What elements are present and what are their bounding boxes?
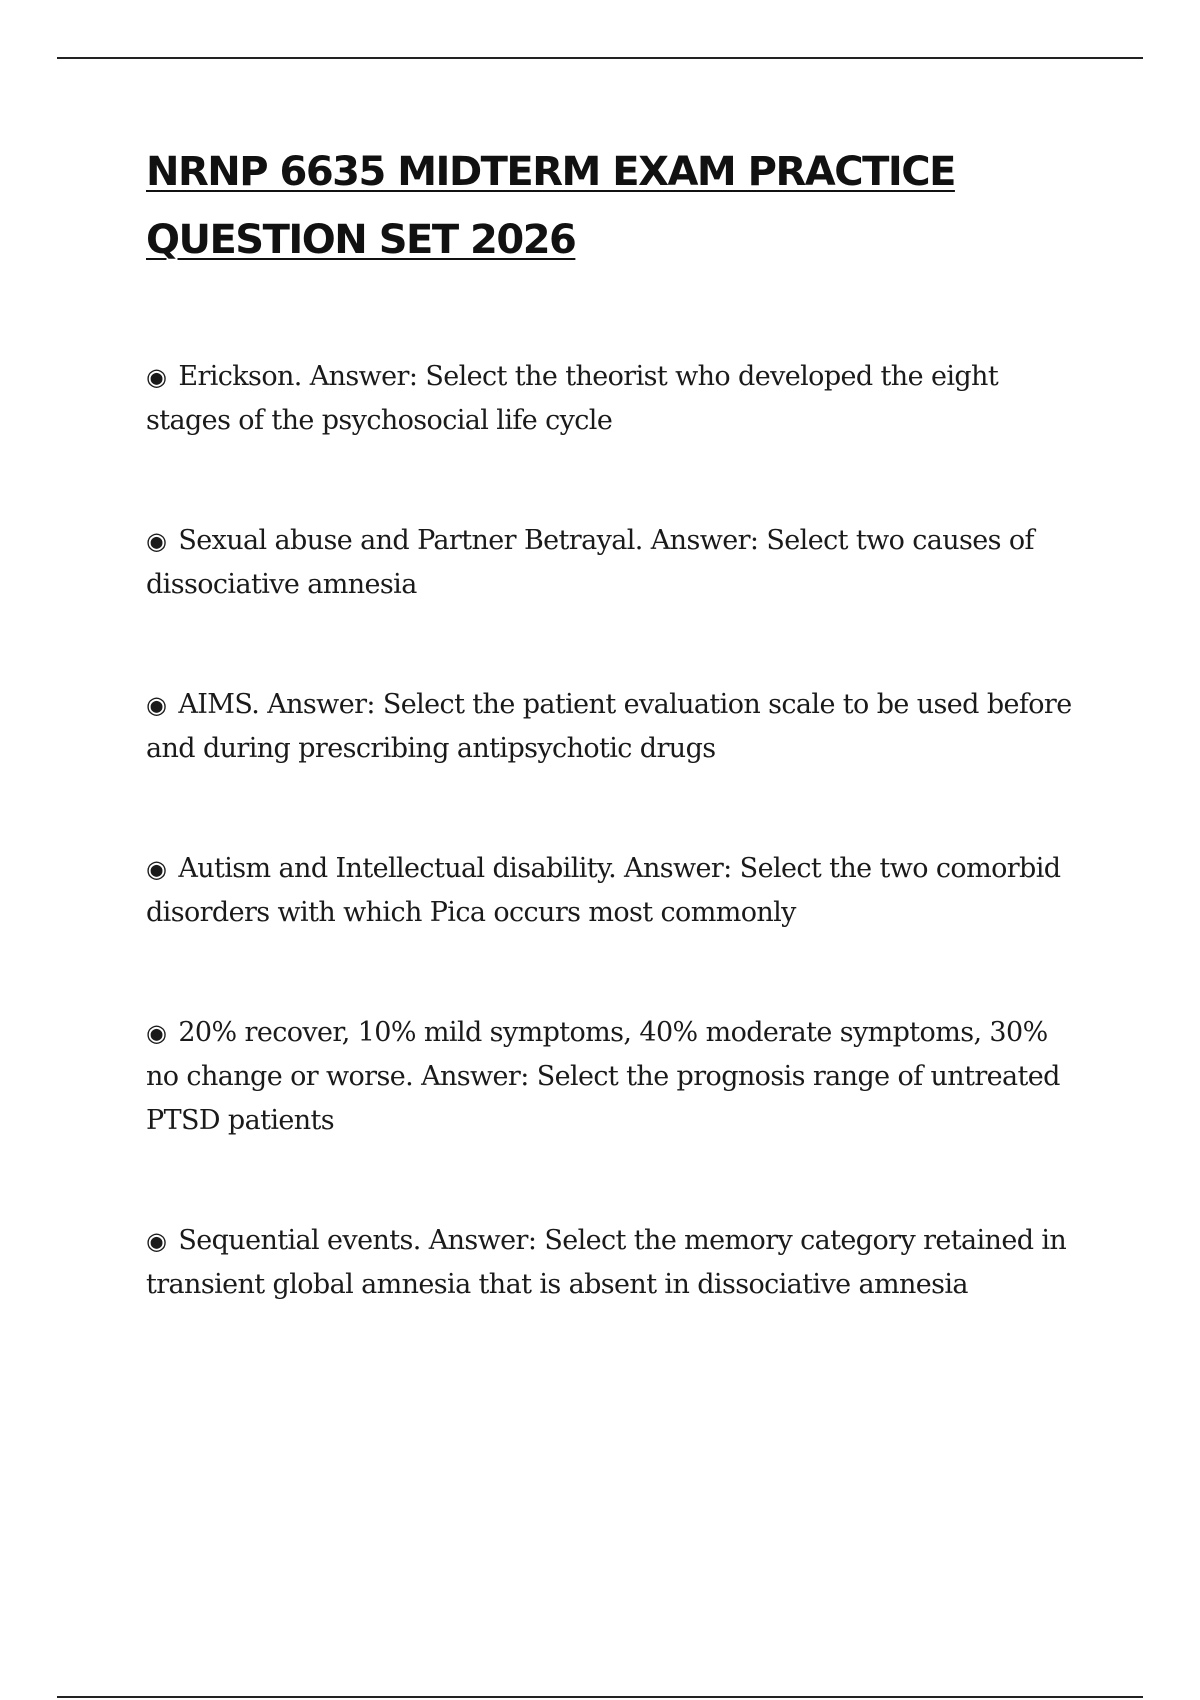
bullet-icon: ◉ — [146, 363, 167, 391]
list-item — [146, 1011, 1081, 1143]
question-text: 20% recover, 10% mild symptoms, 40% moderate symptoms, 30% no change or worse. Answer: Select the prognosis range of untreated PTSD patients — [146, 1017, 1060, 1136]
list-item — [146, 355, 1081, 443]
document-title: NRNP 6635 MIDTERM EXAM PRACTICE QUESTION SET 2026 — [146, 149, 955, 263]
bullet-icon: ◉ — [146, 1019, 167, 1047]
bullet-icon: ◉ — [146, 527, 167, 555]
bottom-divider — [57, 1696, 1143, 1698]
bullet-icon: ◉ — [146, 691, 167, 719]
question-text: Autism and Intellectual disability. Answer: Select the two comorbid disorders with which Pica occurs most commonly — [146, 853, 1061, 928]
bullet-icon: ◉ — [146, 855, 167, 883]
question-list — [146, 355, 1081, 1383]
top-divider — [57, 57, 1143, 59]
list-item — [146, 847, 1081, 935]
list-item — [146, 519, 1081, 607]
list-item — [146, 1219, 1081, 1307]
question-text: Sexual abuse and Partner Betrayal. Answer: Select two causes of dissociative amnesia — [146, 525, 1034, 600]
question-text: Sequential events. Answer: Select the memory category retained in transient global amnesia that is absent in dissociative amnesia — [146, 1225, 1067, 1300]
question-text: Erickson. Answer: Select the theorist who developed the eight stages of the psychosocial life cycle — [146, 361, 999, 436]
bullet-icon: ◉ — [146, 1227, 167, 1255]
list-item — [146, 683, 1081, 771]
question-text: AIMS. Answer: Select the patient evaluation scale to be used before and during prescribing antipsychotic drugs — [146, 689, 1072, 764]
